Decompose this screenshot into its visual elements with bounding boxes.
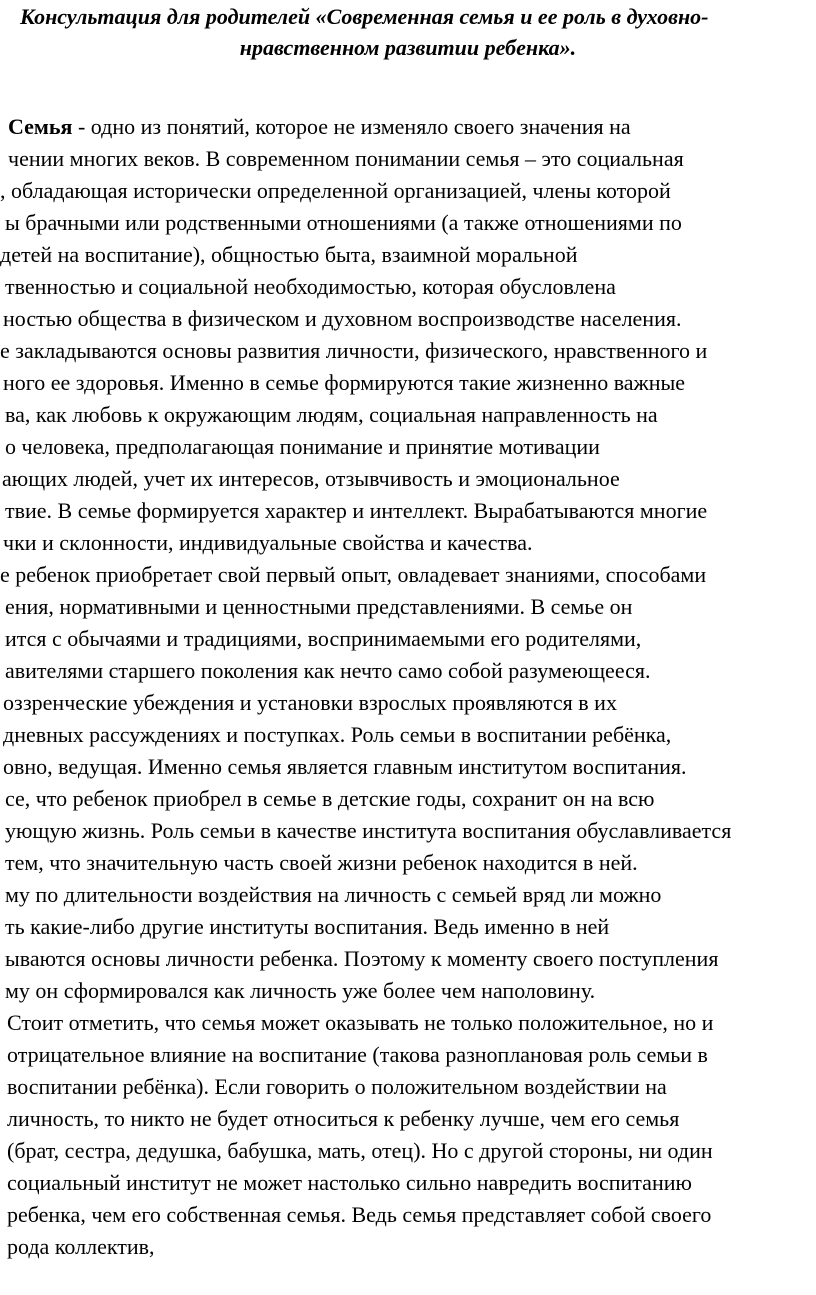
text-line: отрицательное влияние на воспитание (такова разноплановая роль семьи в (7, 1042, 708, 1067)
text-line: ения, нормативными и ценностными представлениями. В семье он (5, 594, 633, 619)
text-line: Стоит отметить, что семья может оказывать не только положительное, но и (7, 1010, 714, 1035)
text-line: е ребенок приобретает свой первый опыт, овладевает знаниями, способами (0, 562, 707, 587)
text-line: ится с обычаями и традициями, воспринимаемыми его родителями, (5, 626, 642, 651)
text-line: ностью общества в физическом и духовном воспроизводстве населения. (3, 306, 682, 331)
text-line: ва, как любовь к окружающим людям, социальная направленность на (5, 402, 658, 427)
text-line: личность, то никто не будет относиться к ребенку лучше, чем его семья (7, 1106, 680, 1131)
text-line: е закладываются основы развития личности, физического, нравственного и (0, 338, 708, 363)
text-line: ного ее здоровья. Именно в семье формируются такие жизненно важные (3, 370, 686, 395)
text-line: ть какие-либо другие институты воспитания. Ведь именно в ней (5, 914, 610, 939)
title-line-1: Консультация для родителей «Современная семья и ее роль в духовно- (20, 4, 709, 29)
text-line: овно, ведущая. Именно семья является главным институтом воспитания. (3, 754, 687, 779)
text-line: се, что ребенок приобрел в семье в детские годы, сохранит он на всю (5, 786, 655, 811)
text-line: чении многих веков. В современном понимании семья – это социальная (8, 146, 684, 171)
text-line: детей на воспитание), общностью быта, взаимной моральной (0, 242, 578, 267)
text-line: твенностью и социальной необходимостью, которая обусловлена (5, 274, 616, 299)
text-line: чки и склонности, индивидуальные свойства и качества. (3, 530, 533, 555)
text-line: оззренческие убеждения и установки взрослых проявляются в их (3, 690, 617, 715)
text-line: му по длительности воздействия на личность с семьей вряд ли можно (5, 882, 662, 907)
text-line: ующую жизнь. Роль семьи в качестве института воспитания обуславливается (5, 818, 732, 843)
text-line: рода коллектив, (7, 1234, 155, 1259)
text-line: дневных рассуждениях и поступках. Роль семьи в воспитании ребёнка, (3, 722, 672, 747)
text-line: ы брачными или родственными отношениями (а также отношениями по (5, 210, 682, 235)
text-line: социальный институт не может настолько сильно навредить воспитанию (7, 1170, 692, 1195)
text-line: ающих людей, учет их интересов, отзывчивость и эмоциональное (2, 466, 620, 491)
text-line: авителями старшего поколения как нечто само собой разумеющееся. (5, 658, 651, 683)
text-line: тем, что значительную часть своей жизни ребенок находится в ней. (5, 850, 638, 875)
title-line-2: нравственном развитии ребенка». (239, 35, 577, 60)
text-line: твие. В семье формируется характер и интеллект. Вырабатываются многие (5, 498, 708, 523)
text-line: ребенка, чем его собственная семья. Ведь семья представляет собой своего (7, 1202, 712, 1227)
bold-term: Семья (8, 114, 73, 139)
text-line: ываются основы личности ребенка. Поэтому к моменту своего поступления (5, 946, 719, 971)
text-line: воспитании ребёнка). Если говорить о положительном воздействии на (7, 1074, 667, 1099)
text-line: (брат, сестра, дедушка, бабушка, мать, отец). Но с другой стороны, ни один (7, 1138, 713, 1163)
text-line: о человека, предполагающая понимание и принятие мотивации (5, 434, 600, 459)
text-line: Семья - одно из понятий, которое не изменяло своего значения на (8, 114, 631, 139)
text-line: му он сформировался как личность уже более чем наполовину. (5, 978, 596, 1003)
text-line: , обладающая исторически определенной организацией, члены которой (0, 178, 671, 203)
